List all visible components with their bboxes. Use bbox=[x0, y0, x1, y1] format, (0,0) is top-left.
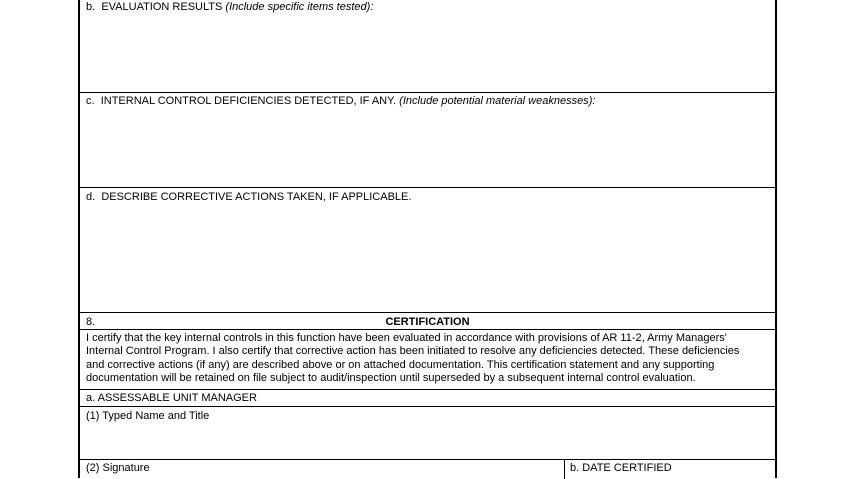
certification-title: CERTIFICATION bbox=[385, 316, 470, 328]
divider bbox=[80, 459, 775, 460]
section-c-field[interactable] bbox=[80, 110, 775, 187]
typed-name-field[interactable] bbox=[80, 424, 775, 460]
section-b-field[interactable] bbox=[80, 16, 775, 92]
evaluation-form bbox=[78, 0, 777, 478]
date-certified-label: b. DATE CERTIFIED bbox=[570, 462, 672, 474]
divider bbox=[80, 329, 775, 330]
typed-name-label: (1) Typed Name and Title bbox=[86, 410, 210, 422]
divider bbox=[80, 187, 775, 188]
assessable-unit-manager-label: a. ASSESSABLE UNIT MANAGER bbox=[86, 392, 257, 404]
divider bbox=[80, 312, 775, 313]
section-number: 8. bbox=[86, 316, 96, 328]
section-d-field[interactable] bbox=[80, 206, 775, 312]
divider bbox=[80, 389, 775, 390]
section-b-label: b. EVALUATION RESULTS (Include specific items tested): bbox=[86, 1, 374, 13]
divider bbox=[80, 406, 775, 407]
section-c-label: c. INTERNAL CONTROL DEFICIENCIES DETECTED, IF ANY. (Include potential material weaknesses): bbox=[86, 95, 596, 107]
divider bbox=[80, 92, 775, 93]
signature-label: (2) Signature bbox=[86, 462, 150, 474]
divider bbox=[564, 459, 565, 479]
section-d-label: d. DESCRIBE CORRECTIVE ACTIONS TAKEN, IF APPLICABLE. bbox=[86, 191, 412, 203]
certification-statement: I certify that the key internal controls in this function have been evaluated in accordance with provisions of AR 11-2, Army Managers' Internal Control Program. I also certify that corrective action has been initiated to resolve any deficiencies detected. These deficiencies and corrective actions (if any) are described above or on attached documentation. This certification statement and any supporting documentation will be retained on file subject to audit/inspection until superseded by a subsequent internal control evaluation. bbox=[86, 332, 740, 384]
